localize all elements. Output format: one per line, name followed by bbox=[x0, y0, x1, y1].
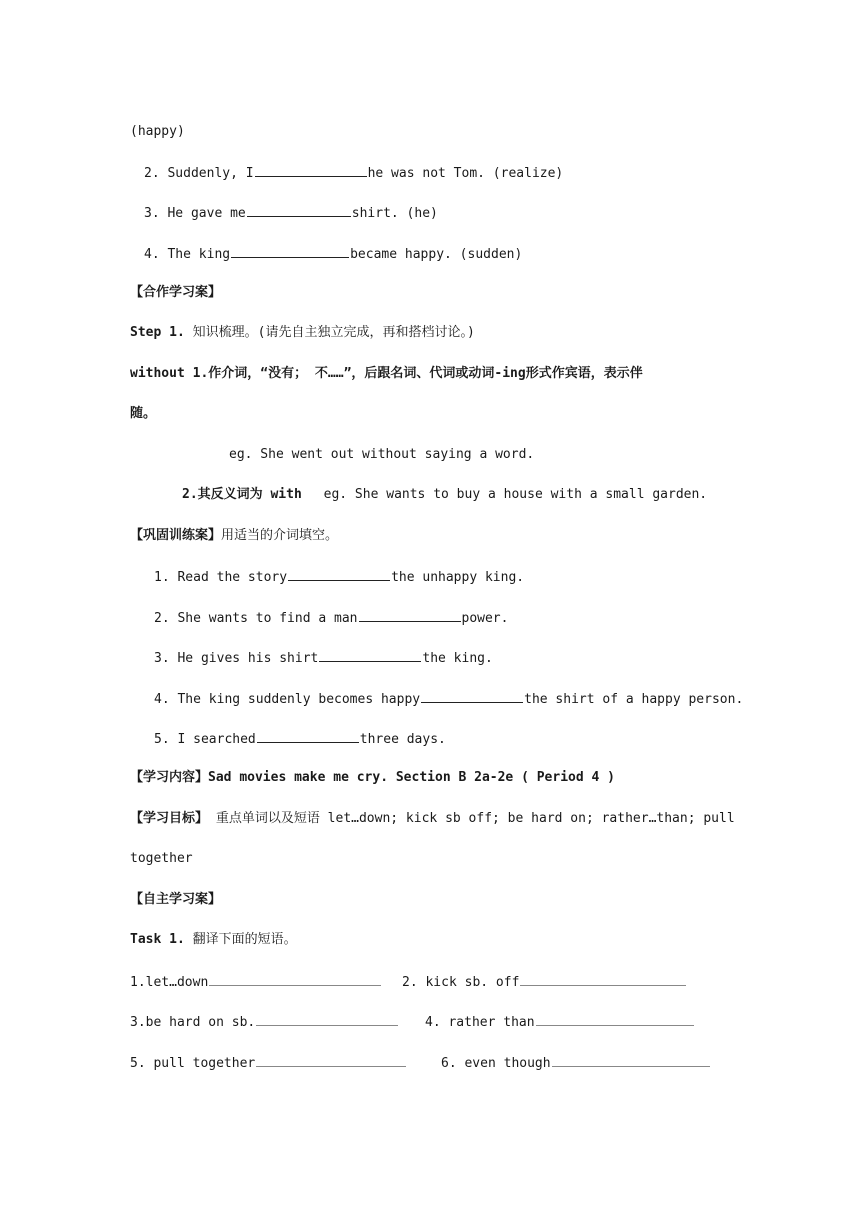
translation-blank[interactable] bbox=[536, 1012, 694, 1026]
item-number: 4. bbox=[154, 692, 170, 707]
item-text-pre: He gives his shirt bbox=[177, 651, 319, 666]
content-text: Sad movies make me cry. Section B 2a-2e ( Period 4 ) bbox=[208, 770, 616, 785]
translation-blank[interactable] bbox=[256, 1053, 406, 1067]
phrase-text: 1.let…down bbox=[130, 975, 209, 990]
task1 bbox=[130, 931, 297, 949]
answer-blank[interactable] bbox=[288, 567, 390, 581]
step1-text: 知识梳理。(请先自主独立完成，再和搭档讨论。) bbox=[192, 325, 475, 340]
phrase-text: 5. pull together bbox=[130, 1056, 256, 1071]
exercise-a-item2 bbox=[144, 163, 563, 183]
step1 bbox=[130, 324, 475, 342]
phrase-3 bbox=[130, 1012, 399, 1032]
phrase-2 bbox=[402, 972, 687, 992]
answer-blank[interactable] bbox=[319, 648, 421, 662]
item-text-post: the king. bbox=[422, 651, 493, 666]
exercise-b-item2 bbox=[154, 608, 508, 628]
exercise-a-item3 bbox=[144, 203, 438, 223]
item-text-pre: Read the story bbox=[177, 570, 288, 585]
item-text-pre: Suddenly, I bbox=[167, 166, 254, 181]
item-number: 1. bbox=[154, 570, 170, 585]
phrase-4 bbox=[425, 1012, 695, 1032]
item-text-post: power. bbox=[461, 611, 509, 626]
item-text-pre: He gave me bbox=[167, 206, 246, 221]
self-study-heading: 【自主学习案】 bbox=[130, 892, 222, 907]
translation-blank[interactable] bbox=[209, 972, 381, 986]
without-point2 bbox=[182, 486, 707, 504]
item-number: 3. bbox=[154, 651, 170, 666]
answer-blank[interactable] bbox=[421, 689, 523, 703]
goal-text: 重点单词以及短语 let…down; kick sb off; be hard on; rather…than; pull bbox=[215, 811, 735, 826]
phrase-5 bbox=[130, 1053, 407, 1073]
phrase-6 bbox=[441, 1053, 711, 1073]
item-text-post: the unhappy king. bbox=[391, 570, 525, 585]
antonym-label: 2.其反义词为 with bbox=[182, 487, 302, 502]
item-number: 2. bbox=[144, 166, 160, 181]
task1-label: Task 1. bbox=[130, 932, 185, 947]
answer-blank[interactable] bbox=[255, 163, 367, 177]
exercise-a-item1-tail: (happy) bbox=[130, 124, 185, 139]
coop-heading: 【合作学习案】 bbox=[130, 285, 222, 300]
phrase-text: 6. even though bbox=[441, 1056, 551, 1071]
consolidate-instruction: 用适当的介词填空。 bbox=[221, 528, 339, 543]
item-text-pre: The king suddenly becomes happy bbox=[177, 692, 421, 707]
item-text-pre: The king bbox=[167, 247, 231, 262]
answer-blank[interactable] bbox=[257, 729, 359, 743]
item-text-post: became happy. (sudden) bbox=[350, 247, 523, 262]
item-text-post: the shirt of a happy person. bbox=[524, 692, 744, 707]
consolidate bbox=[130, 527, 338, 545]
exercise-b-item5 bbox=[154, 729, 446, 749]
phrase-1 bbox=[130, 972, 382, 992]
answer-blank[interactable] bbox=[247, 203, 351, 217]
item-text-post: he was not Tom. (realize) bbox=[367, 166, 564, 181]
goal-heading: 【学习目标】 bbox=[130, 811, 209, 826]
exercise-a-item4 bbox=[144, 244, 522, 264]
without-line2: 随。 bbox=[130, 406, 157, 421]
exercise-b-item3 bbox=[154, 648, 493, 668]
goal-line1 bbox=[130, 810, 735, 828]
translation-blank[interactable] bbox=[520, 972, 686, 986]
item-number: 5. bbox=[154, 732, 170, 747]
exercise-b-item1 bbox=[154, 567, 524, 587]
consolidate-heading: 【巩固训练案】 bbox=[130, 528, 222, 543]
item-text-pre: She wants to find a man bbox=[177, 611, 358, 626]
translation-blank[interactable] bbox=[552, 1053, 710, 1067]
answer-blank[interactable] bbox=[359, 608, 461, 622]
without-example2: eg. She wants to buy a house with a small garden. bbox=[323, 487, 708, 502]
item-text-pre: I searched bbox=[177, 732, 256, 747]
translation-blank[interactable] bbox=[256, 1012, 398, 1026]
phrase-text: 4. rather than bbox=[425, 1015, 535, 1030]
task1-text: 翻译下面的短语。 bbox=[192, 932, 297, 947]
without-example1: eg. She went out without saying a word. bbox=[229, 447, 535, 462]
without-line1: without 1.作介词，“没有； 不……”，后跟名词、代词或动词-ing形式作宾语，表示伴 bbox=[130, 366, 643, 381]
phrase-text: 2. kick sb. off bbox=[402, 975, 520, 990]
phrase-text: 3.be hard on sb. bbox=[130, 1015, 256, 1030]
item-number: 2. bbox=[154, 611, 170, 626]
answer-blank[interactable] bbox=[231, 244, 349, 258]
item-text-post: three days. bbox=[359, 732, 446, 747]
step1-label: Step 1. bbox=[130, 325, 185, 340]
content bbox=[130, 769, 615, 787]
item-text-post: shirt. (he) bbox=[351, 206, 438, 221]
exercise-b-item4 bbox=[154, 689, 743, 709]
content-heading: 【学习内容】 bbox=[130, 770, 209, 785]
goal-line2: together bbox=[130, 851, 193, 866]
item-number: 3. bbox=[144, 206, 160, 221]
item-number: 4. bbox=[144, 247, 160, 262]
